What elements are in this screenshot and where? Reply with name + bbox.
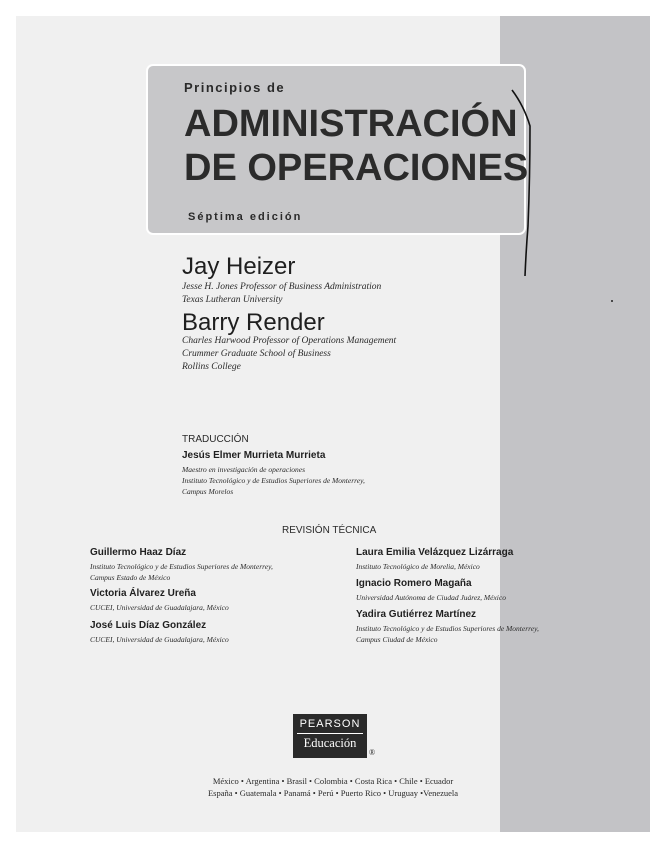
logo-top-text: PEARSON — [297, 714, 363, 734]
title-line-1: ADMINISTRACIÓN — [184, 103, 518, 145]
title-box — [146, 64, 529, 235]
title-line-2: DE OPERACIONES — [184, 147, 529, 189]
translation-label: TRADUCCIÓN — [182, 434, 249, 445]
countries-line: España • Guatemala • Panamá • Perú • Puerto Rico • Uruguay •Venezuela — [207, 788, 459, 798]
reviewer-affiliation: Campus Estado de México — [90, 573, 171, 582]
countries-line: México • Argentina • Brasil • Colombia • Costa Rica • Chile • Ecuador — [212, 776, 454, 786]
pen-stroke-mark — [508, 86, 548, 286]
translator-name: Jesús Elmer Murrieta Murrieta — [182, 450, 326, 461]
author-name: Jay Heizer — [182, 253, 296, 280]
logo-bottom-text: Educación — [303, 736, 357, 750]
edition-label: Séptima edición — [188, 211, 303, 223]
translator-affiliation: Campus Morelos — [182, 487, 234, 496]
author-affiliation: Jesse H. Jones Professor of Business Administration — [182, 282, 382, 292]
author-name: Barry Render — [182, 309, 325, 336]
author-affiliation: Crummer Graduate School of Business — [182, 349, 331, 359]
registered-mark: ® — [369, 748, 376, 757]
reviewer-name: Guillermo Haaz Díaz — [90, 547, 187, 558]
reviewer-affiliation: Instituto Tecnológico de Morelia, México — [356, 562, 480, 571]
title-kicker: Principios de — [184, 80, 286, 95]
reviewer-name: Yadira Gutiérrez Martínez — [356, 609, 477, 620]
reviewer-affiliation: CUCEI, Universidad de Guadalajara, México — [90, 603, 229, 612]
author-affiliation: Texas Lutheran University — [182, 295, 283, 305]
author-affiliation: Rollins College — [182, 362, 241, 372]
author-affiliation: Charles Harwood Professor of Operations Management — [182, 336, 397, 346]
reviewer-name: Victoria Álvarez Ureña — [90, 588, 196, 599]
reviewer-affiliation: Instituto Tecnológico y de Estudios Superiores de Monterrey, — [356, 624, 539, 633]
translator-affiliation: Maestro en investigación de operaciones — [182, 465, 306, 474]
reviewer-affiliation: Campus Ciudad de México — [356, 635, 438, 644]
reviewer-name: Laura Emilia Velázquez Lizárraga — [356, 547, 514, 558]
reviewer-affiliation: CUCEI, Universidad de Guadalajara, México — [90, 635, 229, 644]
pearson-logo — [293, 714, 367, 758]
reviewer-affiliation: Instituto Tecnológico y de Estudios Superiores de Monterrey, — [90, 562, 273, 571]
reviewer-name: Ignacio Romero Magaña — [356, 578, 472, 589]
translator-affiliation: Instituto Tecnológico y de Estudios Superiores de Monterrey, — [182, 476, 365, 485]
technical-review-label: REVISIÓN TÉCNICA — [282, 525, 377, 536]
stray-dot — [611, 300, 613, 302]
reviewer-affiliation: Universidad Autónoma de Ciudad Juárez, México — [356, 593, 506, 602]
reviewer-name: José Luis Díaz González — [90, 620, 207, 631]
